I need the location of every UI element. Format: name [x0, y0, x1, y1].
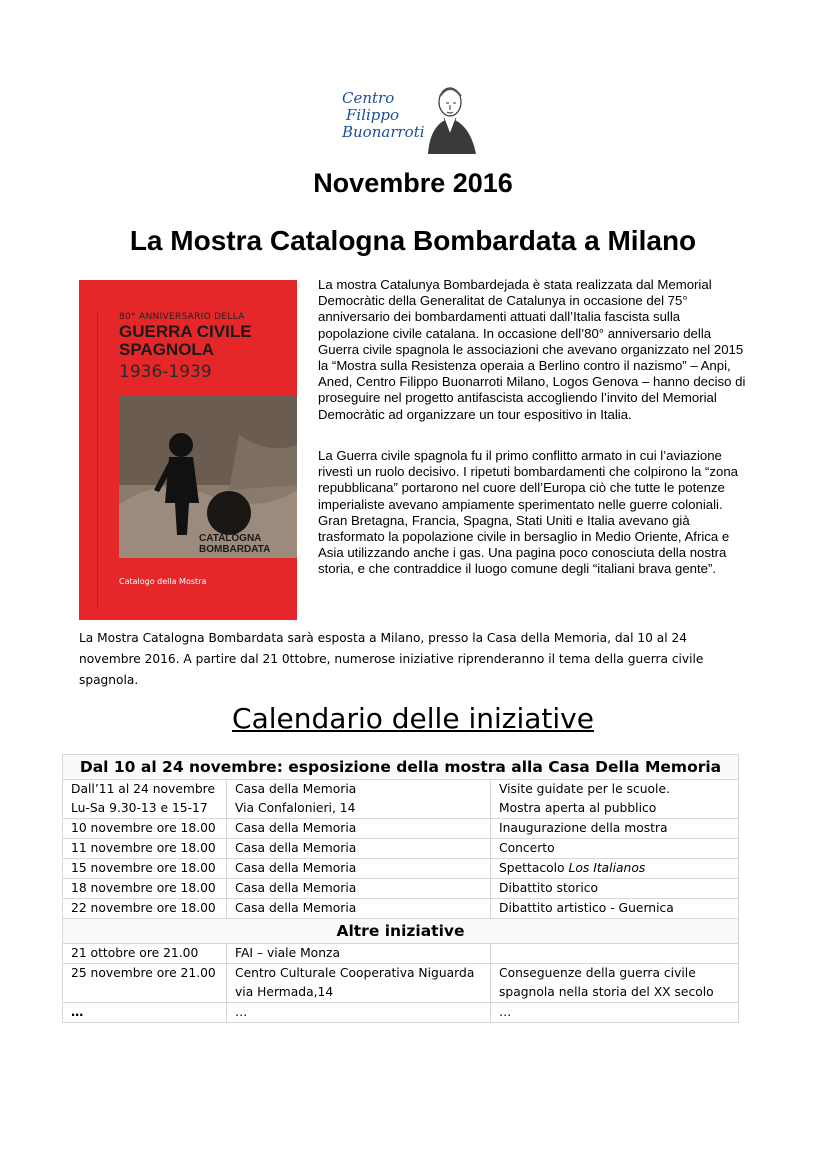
event-cell: Conseguenze della guerra civile spagnola nella storia del XX secolo: [491, 964, 739, 1003]
date-cell: 10 novembre ore 18.00: [63, 819, 227, 839]
centro-buonarroti-logo: [338, 78, 488, 154]
cover-subtitle: CATALOGNA BOMBARDATA: [199, 533, 271, 555]
cover-spine: [97, 310, 104, 610]
place-cell: Casa della Memoria Via Confalonieri, 14: [227, 780, 491, 819]
table-row: [63, 780, 739, 819]
table-row: [63, 1003, 739, 1023]
place-cell: Casa della Memoria: [227, 819, 491, 839]
section-header-other: Altre iniziative: [63, 919, 739, 944]
date-cell: 15 novembre ore 18.00: [63, 859, 227, 879]
date-cell: …: [63, 1003, 227, 1023]
place-cell: Casa della Memoria: [227, 899, 491, 919]
event-cell: Concerto: [491, 839, 739, 859]
date-cell: 25 novembre ore 21.00: [63, 964, 227, 1003]
place-cell: Casa della Memoria: [227, 859, 491, 879]
history-paragraph: La Guerra civile spagnola fu il primo conflitto armato in cui l’aviazione rivestì un ruolo decisivo. I ripetuti bombardamenti che colpirono la “zona repubblicana” portarono nel cuore dell’Europa ciò che tutte le potenze imperialiste avevano ampiamente sperimentato nelle guerre coloniali. Gran Bretagna, Francia, Spagna, Stati Uniti e Italia avevano già trasformato la popolazione civile in bersaglio in Medio Oriente, Africa e Asia utilizzando anche i gas. Una pagina poco conosciuta della nostra storia, e che contraddice il luogo comune degli “italiani brava gente”.: [318, 448, 739, 577]
table-row: [63, 899, 739, 919]
catalog-cover-image: [79, 280, 297, 620]
date-cell: Dall’11 al 24 novembre Lu-Sa 9.30-13 e 15-17: [63, 780, 227, 819]
event-cell: Dibattito storico: [491, 879, 739, 899]
table-row: [63, 944, 739, 964]
portrait-icon: [420, 78, 486, 154]
cover-anniversary: 80° ANNIVERSARIO DELLA: [119, 312, 245, 322]
cover-heading: GUERRA CIVILE SPAGNOLA: [119, 322, 252, 359]
date-cell: 21 ottobre ore 21.00: [63, 944, 227, 964]
place-cell: Casa della Memoria: [227, 879, 491, 899]
date-cell: 22 novembre ore 18.00: [63, 899, 227, 919]
calendar-table: [62, 754, 739, 1023]
page-month: Novembre 2016: [313, 168, 513, 198]
table-row: [63, 859, 739, 879]
table-row: [63, 879, 739, 899]
cover-years: 1936-1939: [119, 362, 212, 382]
event-cell: Spettacolo Los Italianos: [491, 859, 739, 879]
event-cell: Visite guidate per le scuole. Mostra aperta al pubblico: [491, 780, 739, 819]
intro-paragraph: La mostra Catalunya Bombardejada è stata realizzata dal Memorial Democràtic della Generalitat de Catalunya in occasione del 75° anniversario dei bombardamenti attuati dall’Italia fascista sulla popolazione civile catalana. In occasione dell’80° anniversario della Guerra civile spagnola le associazioni che avevano organizzato nel 2015 la “Mostra sulla Resistenza operaia a Berlino contro il nazismo” – Anpi, Aned, Centro Filippo Buonarroti Milano, Logos Genova – hanno deciso di proseguire nel progetto antifascista accogliendo l’invito del Memorial Democràtic ad organizzare un tour espositivo in Italia.: [318, 277, 746, 422]
table-section-header: [63, 755, 739, 780]
page-title: La Mostra Catalogna Bombardata a Milano: [129, 225, 697, 256]
place-cell: Centro Culturale Cooperativa Niguarda via Hermada,14: [227, 964, 491, 1003]
exhibition-paragraph: La Mostra Catalogna Bombardata sarà esposta a Milano, presso la Casa della Memoria, dal 10 al 24 novembre 2016. A partire dal 21 0ttobre, numerose iniziative riprenderanno il tema della guerra civile spagnola.: [79, 631, 704, 687]
table-row: [63, 964, 739, 1003]
date-cell: 11 novembre ore 18.00: [63, 839, 227, 859]
place-cell: …: [227, 1003, 491, 1023]
calendar-title: Calendario delle iniziative: [232, 702, 594, 735]
table-row: [63, 839, 739, 859]
place-cell: Casa della Memoria: [227, 839, 491, 859]
table-section-header: [63, 919, 739, 944]
date-cell: 18 novembre ore 18.00: [63, 879, 227, 899]
event-cell: Inaugurazione della mostra: [491, 819, 739, 839]
logo-text: Centro Filippo Buonarroti: [342, 89, 425, 141]
table-row: [63, 819, 739, 839]
event-cell: [491, 944, 739, 964]
event-cell: Dibattito artistico - Guernica: [491, 899, 739, 919]
event-cell: …: [491, 1003, 739, 1023]
section-header-exhibition: Dal 10 al 24 novembre: esposizione della mostra alla Casa Della Memoria: [63, 755, 739, 780]
place-cell: FAI – viale Monza: [227, 944, 491, 964]
cover-catalog-label: Catalogo della Mostra: [119, 577, 207, 586]
